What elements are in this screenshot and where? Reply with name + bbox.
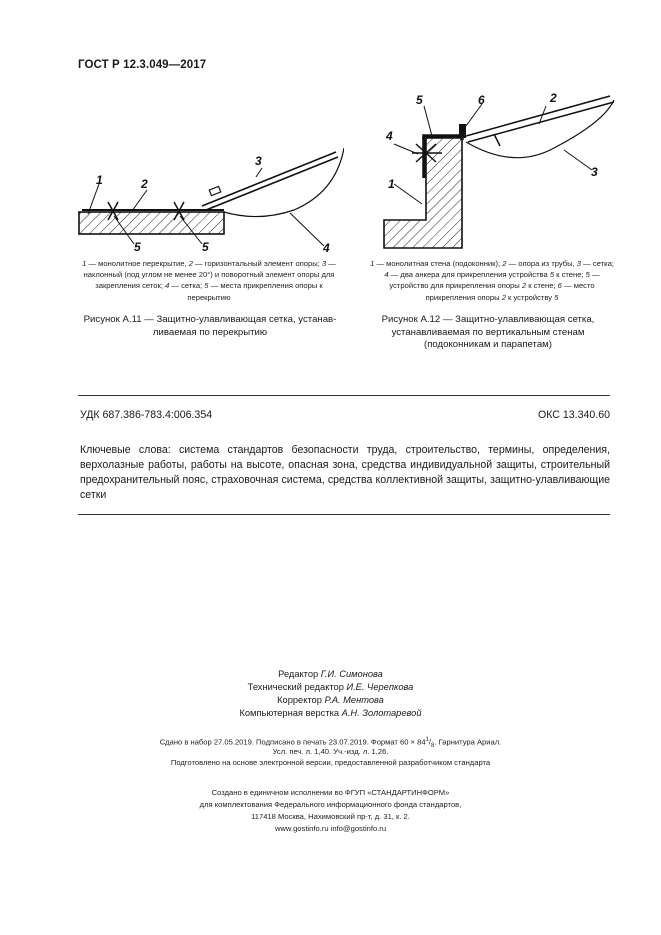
figure-a11-legend: 1 — монолитное перекрытие, 2 — горизонтальный элемент опоры; 3 — наклонный (под углом не менее 20°) и поворотный элемент опоры для закрепления сеток; 4 — сетка; 5 — места прикрепления опоры к перекрытию — [82, 259, 336, 302]
callout-3: 3 — [591, 165, 598, 179]
divider — [78, 395, 610, 396]
inclined-support — [202, 152, 338, 210]
corrector-credit: Корректор Р.А. Ментова — [277, 695, 384, 705]
callout-1: 1 — [388, 177, 395, 191]
print-info-line1: Сдано в набор 27.05.2019. Подписано в печать 23.07.2019. Формат $60 \times 84^1/_8$. Гарнитура Ариал. — [159, 737, 502, 750]
attachment-6 — [459, 124, 466, 138]
figure-a11-drawing — [74, 140, 344, 260]
tech-editor-credit: Технический редактор И.Е. Черепкова — [247, 682, 414, 692]
divider — [78, 514, 610, 515]
figure-a12-caption: Рисунок А.12 — Защитно-улавливающая сетка, устанавливаемая по вертикальным стенам (подоконникам и парапетам) — [381, 314, 595, 350]
figure-a11-caption: Рисунок А.11 — Защитно-улавливающая сетка, устанав- ливаемая по перекрытию — [83, 314, 337, 338]
publisher-line2: для комплектования Федерального информационного фонда стандартов, — [199, 800, 462, 809]
callout-3: 3 — [255, 154, 262, 168]
callout-5b: 5 — [202, 240, 209, 254]
print-info-line2: Усл. печ. л. 1,40. Уч.-изд. л. 1,26. — [272, 747, 389, 756]
callout-6: 6 — [478, 93, 485, 107]
layout-credit: Компьютерная верстка А.Н. Золотаревой — [239, 708, 422, 718]
callout-5: 5 — [416, 93, 423, 107]
oks-code: ОКС 13.340.60 — [537, 409, 610, 421]
document-header: ГОСТ Р 12.3.049—2017 — [78, 59, 207, 71]
net-4 — [224, 148, 344, 217]
keywords-paragraph: Ключевые слова: система стандартов безопасности труда, строительство, термины, определения, верхолазные работы, работы на высоте, опасная зона, средства индивидуальной защиты, строительный предохранительный пояс, страховочная система, средства коллективной защиты, защитно-улавливающие сетки — [80, 444, 610, 501]
callout-2: 2 — [141, 177, 148, 191]
publisher-line3: 117418 Москва, Нахимовский пр-т, д. 31, к. 2. — [251, 812, 410, 821]
editor-credit: Редактор Г.И. Симонова — [278, 669, 383, 679]
publisher-line1: Создано в единичном исполнении во ФГУП «СТАНДАРТИНФОРМ» — [211, 788, 450, 797]
callout-1: 1 — [96, 173, 103, 187]
callout-2: 2 — [550, 91, 557, 105]
publisher-line4: www.gostinfo.ru info@gostinfo.ru — [274, 824, 387, 833]
callout-4: 4 — [323, 241, 330, 255]
callout-4: 4 — [386, 129, 393, 143]
figure-a12-legend: 1 — монолитная стена (подоконник); 2 — опора из трубы, 3 — сетка; 4 — два анкера для прикрепления устройства 5 к стене; 5 — устройство для прикрепления опоры 2 к стене; 6 — место прикрепления опоры 2 к устройству 5 — [370, 259, 614, 302]
slab-1 — [79, 212, 224, 234]
callout-5a: 5 — [134, 240, 141, 254]
figure-a12-drawing — [374, 88, 624, 258]
print-info-line3: Подготовлено на основе электронной версии, предоставленной разработчиком стандарта — [170, 758, 491, 767]
udk-code: УДК 687.386-783.4:006.354 — [80, 409, 213, 421]
